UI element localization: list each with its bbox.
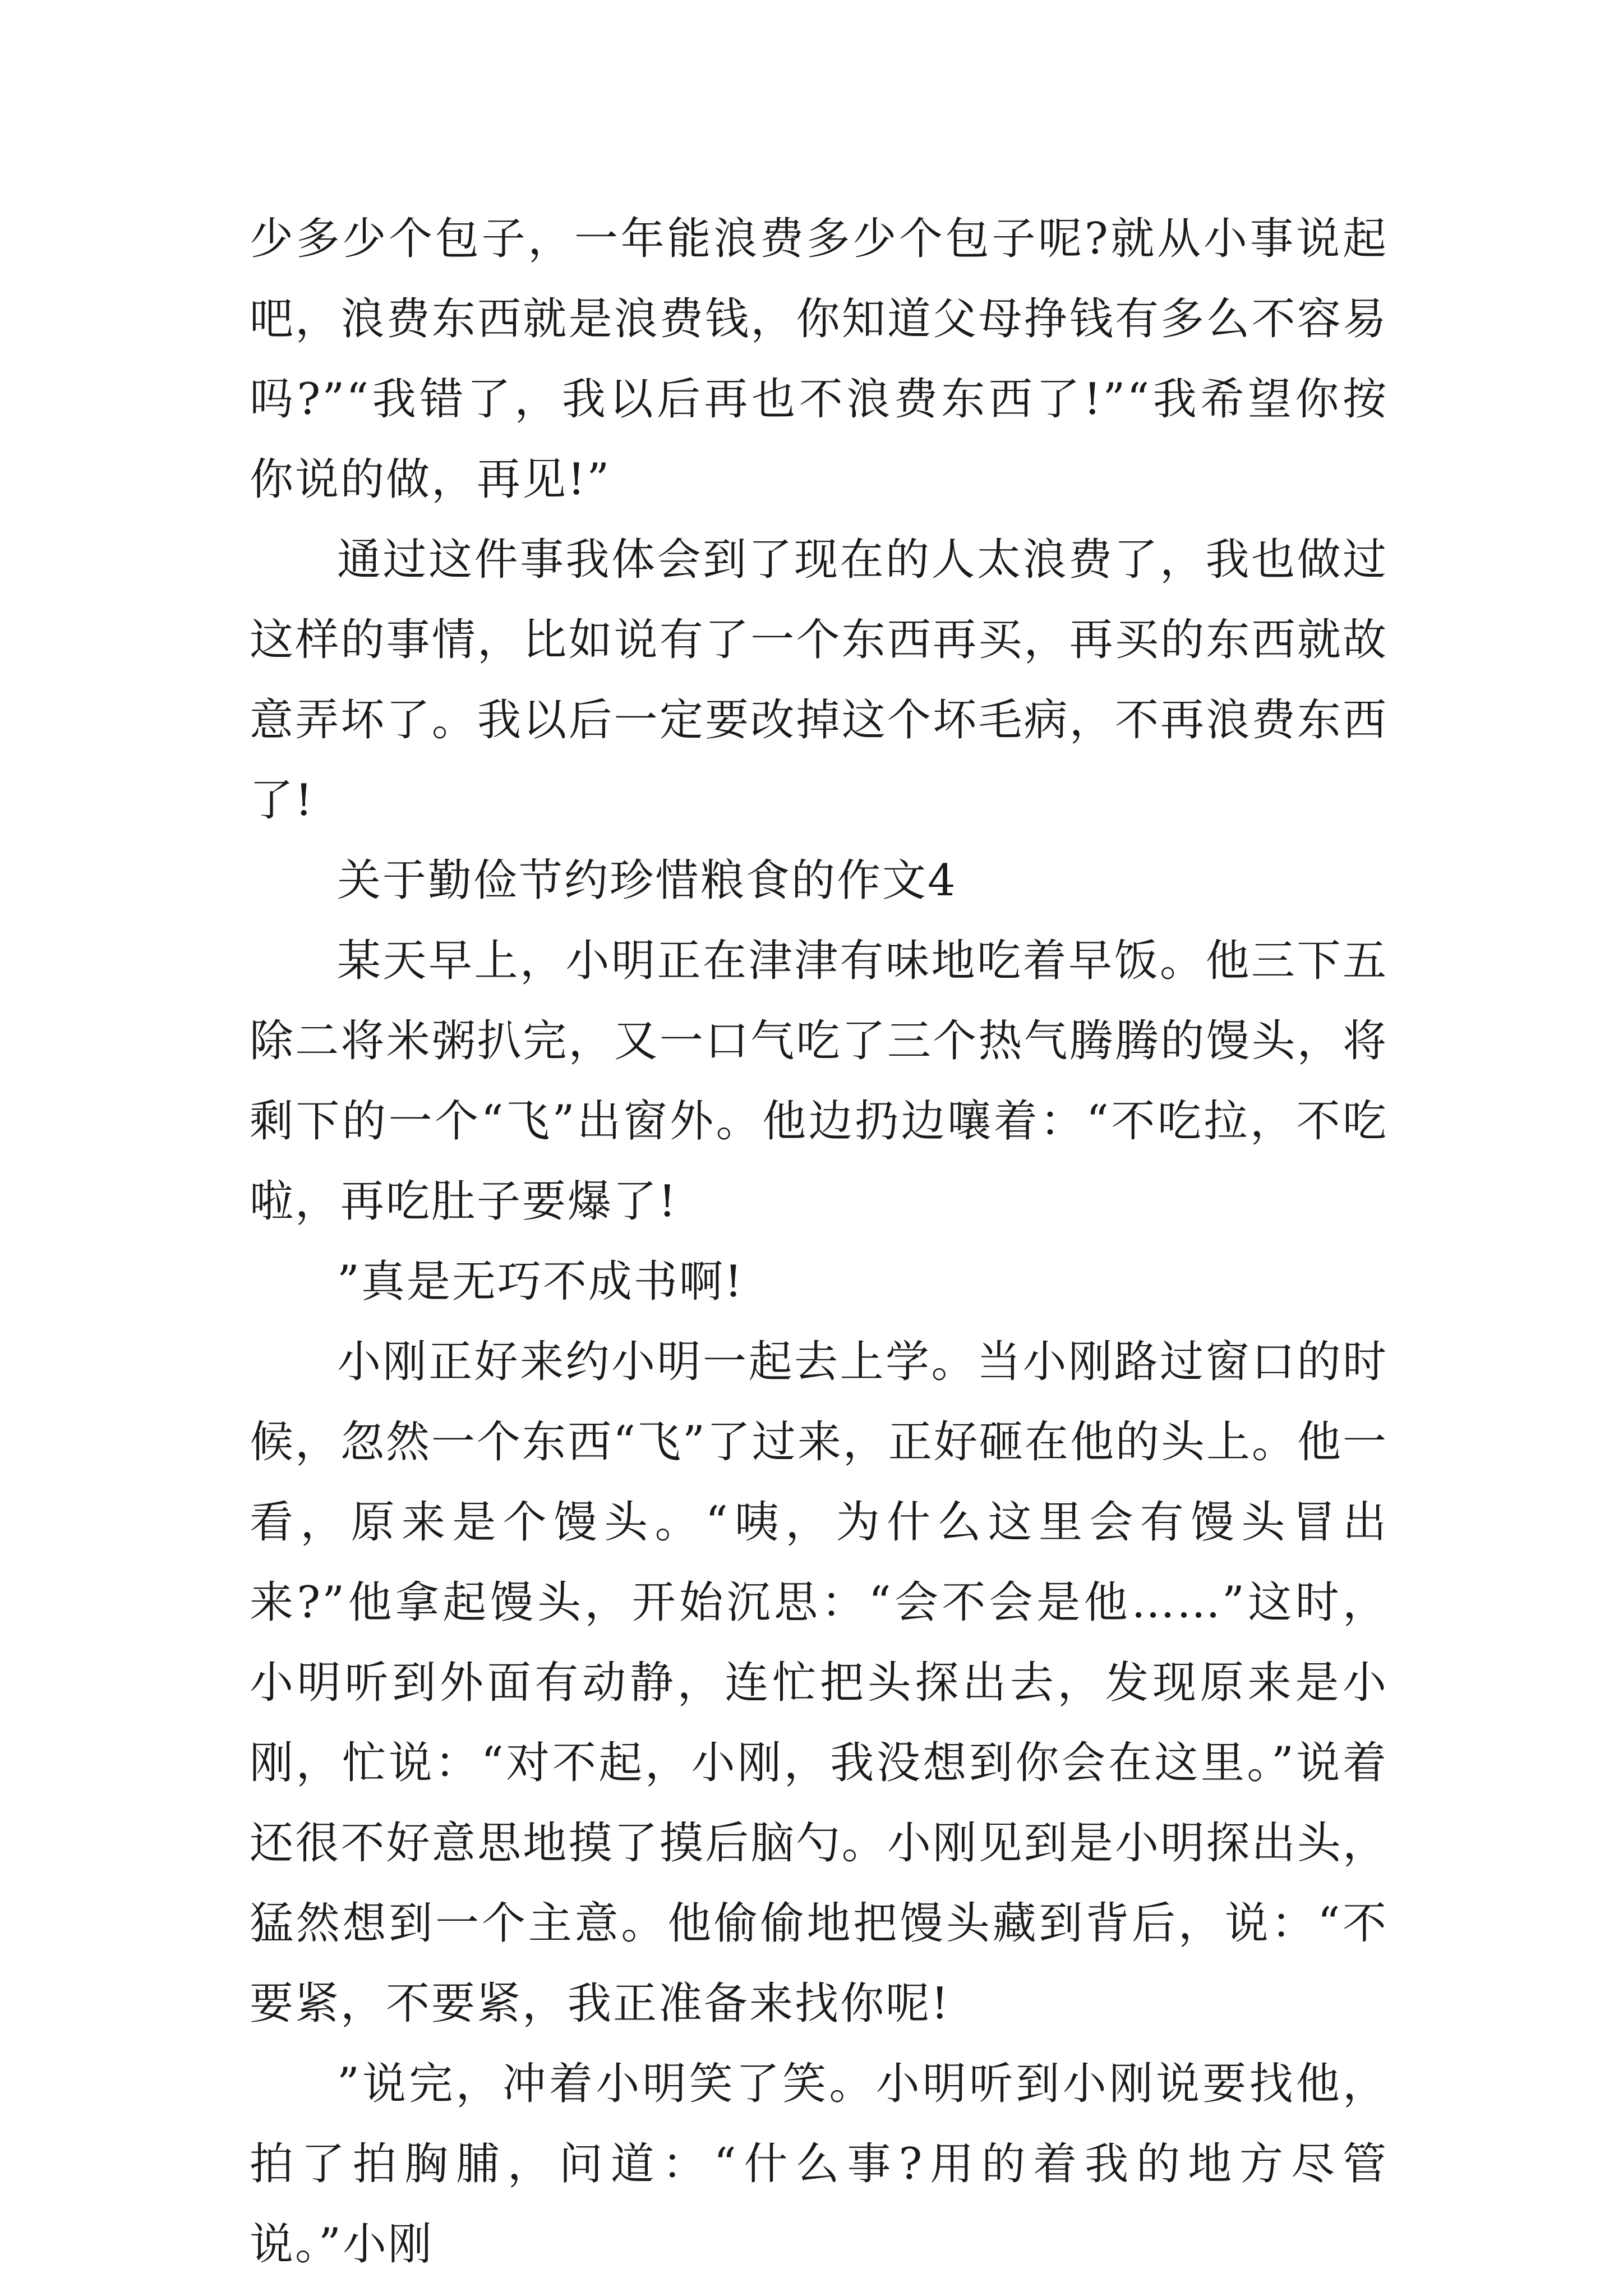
- paragraph-5: 小刚正好来约小明一起去上学。当小刚路过窗口的时候，忽然一个东西“飞”了过来，正好砸在他的头上。他一看，原来是个馒头。“咦，为什么这里会有馒头冒出来?”他拿起馒头，开始沉思：“会不会是他……”这时，小明听到外面有动静，连忙把头探出去，发现原来是小刚，忙说：“对不起，小刚，我没想到你会在这里。”说着还很不好意思地摸了摸后脑勺。小刚见到是小明探出头，猛然想到一个主意。他偷偷地把馒头藏到背后，说：“不要紧，不要紧，我正准备来找你呢!: [250, 1337, 1388, 2029]
- paragraph-4: ”真是无巧不成书啊!: [337, 1257, 744, 1307]
- section-heading: 关于勤俭节约珍惜粮食的作文4: [337, 855, 957, 906]
- paragraph-3: 某天早上，小明正在津津有味地吃着早饭。他三下五除二将米粥扒完，又一口气吃了三个热气腾腾的馒头，将剩下的一个“飞”出窗外。他边扔边嚷着：“不吃拉，不吃啦，再吃肚子要爆了!: [250, 936, 1388, 1227]
- paragraph-2: 通过这件事我体会到了现在的人太浪费了，我也做过这样的事情，比如说有了一个东西再买，再买的东西就故意弄坏了。我以后一定要改掉这个坏毛病，不再浪费东西了!: [250, 535, 1388, 826]
- body-text: [250, 199, 1388, 2285]
- paragraph-1: 少多少个包子，一年能浪费多少个包子呢?就从小事说起吧，浪费东西就是浪费钱，你知道父母挣钱有多么不容易吗?”“我错了，我以后再也不浪费东西了!”“我希望你按你说的做，再见!”: [250, 214, 1388, 505]
- paragraph-6: ”说完，冲着小明笑了笑。小明听到小刚说要找他，拍了拍胸脯，问道：“什么事?用的着我的地方尽管说。”小刚: [250, 2059, 1388, 2270]
